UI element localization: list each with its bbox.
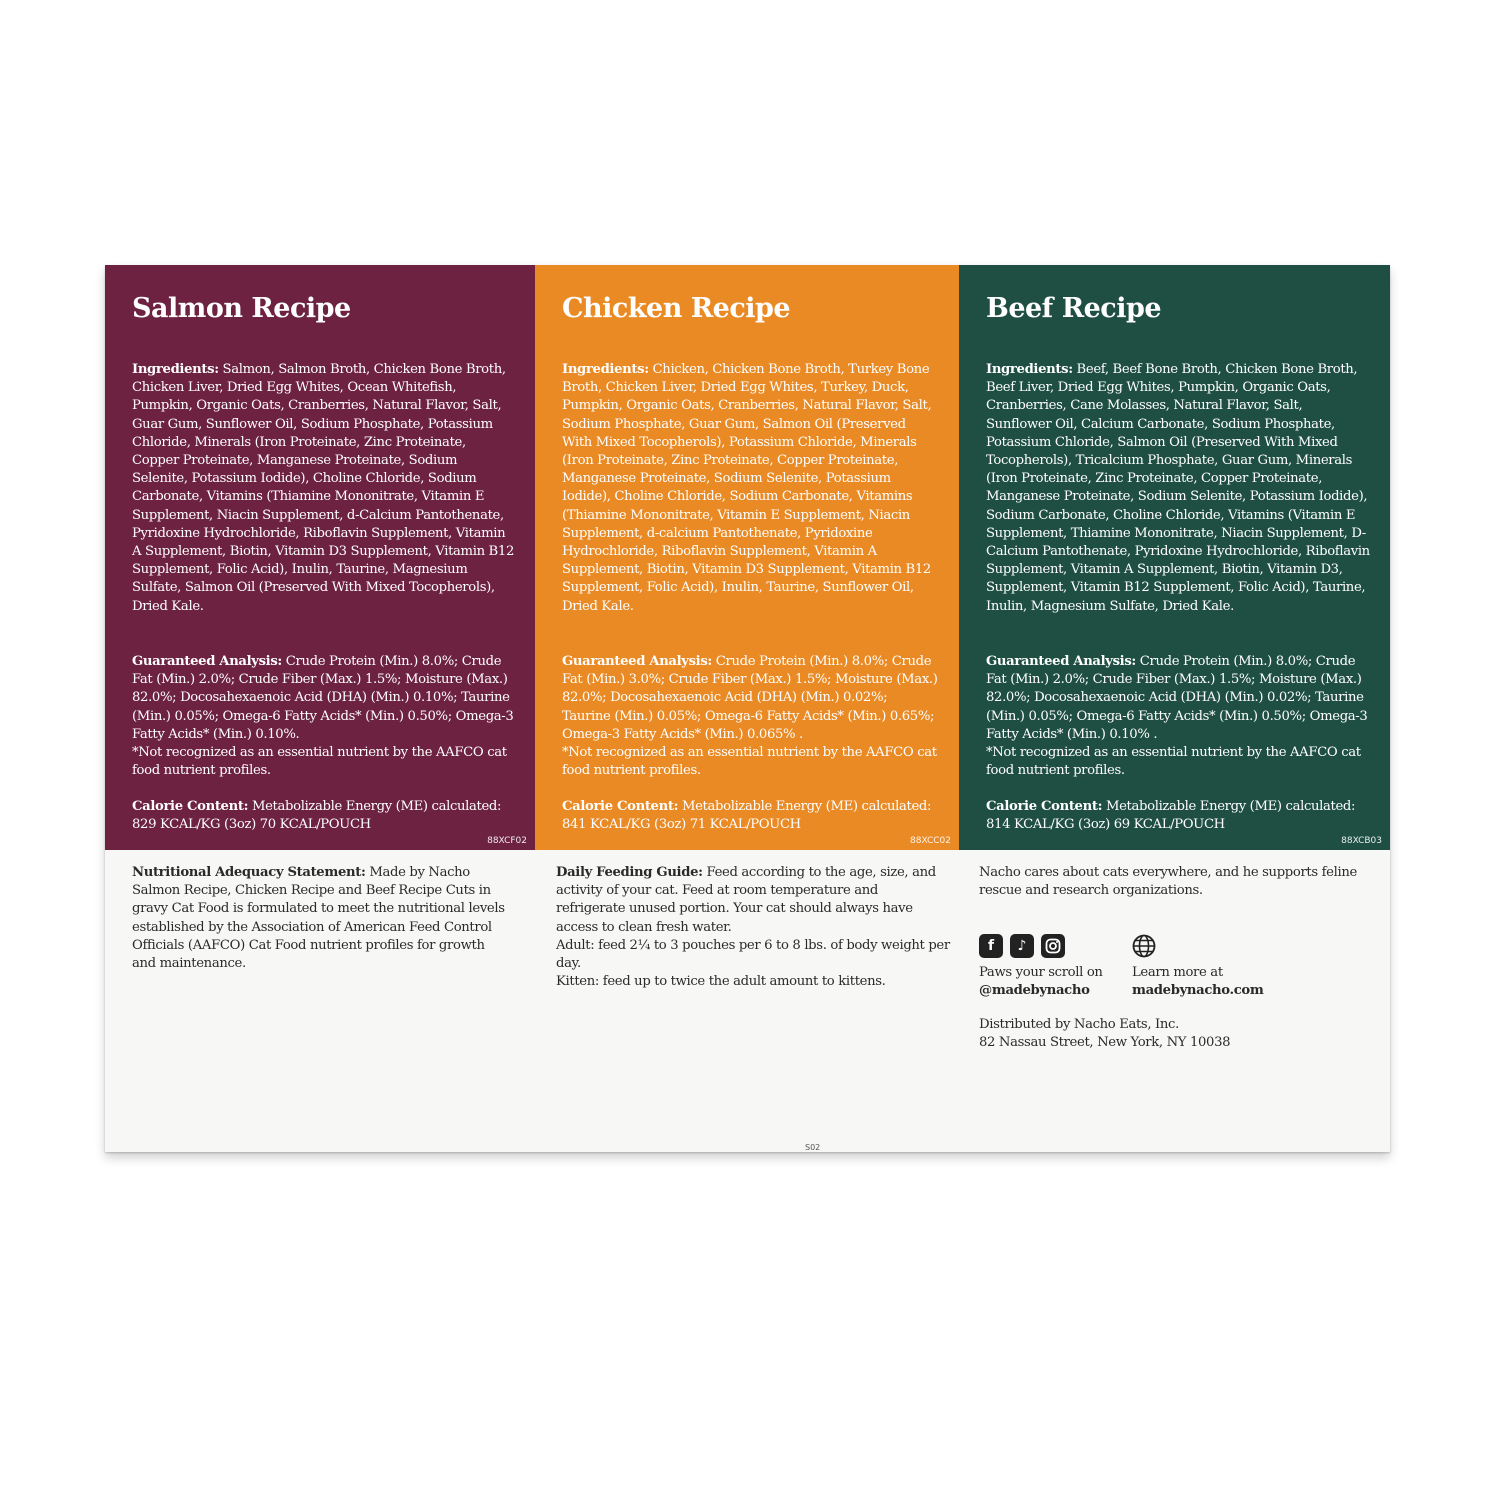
salmon-title: Salmon Recipe xyxy=(132,293,351,324)
footnote: *Not recognized as an essential nutrient by the AAFCO cat food nutrient profiles. xyxy=(562,745,937,779)
chicken-panel xyxy=(535,265,959,850)
beef-analysis xyxy=(986,653,1370,780)
beef-code: 88XCB03 xyxy=(1341,836,1382,846)
instagram-icon[interactable] xyxy=(1041,934,1065,958)
adequacy-statement xyxy=(132,864,512,973)
package-back xyxy=(105,265,1390,1152)
web-label xyxy=(1132,964,1263,1000)
brand-section xyxy=(979,850,1374,1152)
beef-panel xyxy=(959,265,1390,850)
ingredients-label: Ingredients: xyxy=(132,362,219,377)
calorie-text: Metabolizable Energy (ME) calculated: 814 KCAL/KG (3oz) 69 KCAL/POUCH xyxy=(986,799,1356,833)
feeding-guide xyxy=(556,864,951,991)
adequacy-section xyxy=(132,850,512,1152)
salmon-code: 88XCF02 xyxy=(487,836,527,846)
beef-ingredients xyxy=(986,361,1370,616)
web-text: Learn more at xyxy=(1132,965,1223,980)
ingredients-label: Ingredients: xyxy=(986,362,1073,377)
analysis-label: Guaranteed Analysis: xyxy=(132,654,282,669)
adequacy-label: Nutritional Adequacy Statement: xyxy=(132,865,366,880)
analysis-label: Guaranteed Analysis: xyxy=(562,654,712,669)
facebook-icon[interactable]: f xyxy=(979,934,1003,958)
chicken-code: 88XCC02 xyxy=(910,836,951,846)
chicken-title: Chicken Recipe xyxy=(562,293,791,324)
calorie-text: Metabolizable Energy (ME) calculated: 841 KCAL/KG (3oz) 71 KCAL/POUCH xyxy=(562,799,932,833)
calorie-label: Calorie Content: xyxy=(986,799,1103,814)
social-text: Paws your scroll on xyxy=(979,965,1103,980)
brand-cares: Nacho cares about cats everywhere, and he supports feline rescue and research organizations. xyxy=(979,865,1357,899)
salmon-analysis xyxy=(132,653,515,780)
adequacy-text: Made by Nacho Salmon Recipe, Chicken Recipe and Beef Recipe Cuts in gravy Cat Food is formulated to meet the nutritional levels established by the Association of American Feed Control Officials (AAFCO) Cat Food nutrient profiles for growth and maintenance. xyxy=(132,865,505,972)
analysis-label: Guaranteed Analysis: xyxy=(986,654,1136,669)
calorie-text: Metabolizable Energy (ME) calculated: 829 KCAL/KG (3oz) 70 KCAL/POUCH xyxy=(132,799,502,833)
footnote: *Not recognized as an essential nutrient by the AAFCO cat food nutrient profiles. xyxy=(986,745,1361,779)
web-url[interactable]: madebynacho.com xyxy=(1132,983,1264,999)
social-handle[interactable]: @madebynacho xyxy=(979,983,1090,999)
web-icon-row xyxy=(1132,934,1156,958)
globe-icon[interactable] xyxy=(1132,934,1156,958)
ingredients-label: Ingredients: xyxy=(562,362,649,377)
box-code: S02 xyxy=(805,1143,821,1152)
feeding-kitten: Kitten: feed up to twice the adult amount to kittens. xyxy=(556,974,886,990)
ingredients-text: Salmon, Salmon Broth, Chicken Bone Broth, Chicken Liver, Dried Egg Whites, Ocean Whitefish, Pumpkin, Organic Oats, Cranberries, Natural Flavor, Salt, Guar Gum, Sunflower Oil, Sodium Phosphate, Potassium Chloride, Minerals (Iron Proteinate, Zinc Proteinate, Copper Proteinate, Manganese Proteinate, Sodium Selenite, Potassium Iodide), Choline Chloride, Sodium Carbonate, Vitamins (Thiamine Mononitrate, Vitamin E Supplement, Niacin Supplement, d-Calcium Pantothenate, Pyridoxine Hydrochloride, Riboflavin Supplement, Vitamin A Supplement, Biotin, Vitamin D3 Supplement, Vitamin B12 Supplement, Folic Acid), Inulin, Taurine, Magnesium Sulfate, Salmon Oil (Preserved With Mixed Tocopherols), Dried Kale. xyxy=(132,362,514,614)
calorie-label: Calorie Content: xyxy=(562,799,679,814)
salmon-calorie xyxy=(132,798,515,834)
chicken-calorie xyxy=(562,798,939,834)
tiktok-icon[interactable]: ♪ xyxy=(1010,934,1034,958)
distributor: Distributed by Nacho Eats, Inc. xyxy=(979,1017,1179,1032)
feeding-section xyxy=(556,850,951,1152)
social-label xyxy=(979,964,1103,1000)
salmon-ingredients xyxy=(132,361,515,616)
beef-title: Beef Recipe xyxy=(986,293,1162,324)
salmon-panel xyxy=(105,265,535,850)
address: 82 Nassau Street, New York, NY 10038 xyxy=(979,1035,1231,1051)
analysis-text: Crude Protein (Min.) 8.0%; Crude Fat (Min.) 2.0%; Crude Fiber (Max.) 1.5%; Moisture (Max.) 82.0%; Docosahexaenoic Acid (DHA) (Min.) 0.10%; Taurine (Min.) 0.05%; Omega-6 Fatty Acids* (Min.) 0.50%; Omega-3 Fatty Acids* (Min.) 0.10%. xyxy=(132,654,514,742)
analysis-text: Crude Protein (Min.) 8.0%; Crude Fat (Min.) 2.0%; Crude Fiber (Max.) 1.5%; Moisture (Max.) 82.0%; Docosahexaenoic Acid (DHA) (Min.) 0.02%; Taurine (Min.) 0.05%; Omega-6 Fatty Acids* (Min.) 0.50%; Omega-3 Fatty Acids* (Min.) 0.10% . xyxy=(986,654,1368,742)
ingredients-text: Beef, Beef Bone Broth, Chicken Bone Broth, Beef Liver, Dried Egg Whites, Pumpkin, Organic Oats, Cranberries, Cane Molasses, Natural Flavor, Salt, Sunflower Oil, Calcium Carbonate, Sodium Phosphate, Potassium Chloride, Salmon Oil (Preserved With Mixed Tocopherols), Tricalcium Phosphate, Guar Gum, Minerals (Iron Proteinate, Zinc Proteinate, Copper Proteinate, Manganese Proteinate, Sodium Selenite, Potassium Iodide), Sodium Carbonate, Choline Chloride, Vitamins (Vitamin E Supplement, Thiamine Mononitrate, Niacin Supplement, D- Calcium Pantothenate, Pyridoxine Hydrochloride, Riboflavin Supplement, Vitamin A Supplement, Biotin, Vitamin D3, Supplement, Vitamin B12 Supplement, Folic Acid), Taurine, Inulin, Magnesium Sulfate, Dried Kale. xyxy=(986,362,1370,614)
feeding-adult: Adult: feed 2¼ to 3 pouches per 6 to 8 lbs. of body weight per day. xyxy=(556,937,950,972)
calorie-label: Calorie Content: xyxy=(132,799,249,814)
feeding-label: Daily Feeding Guide: xyxy=(556,865,703,880)
social-icons xyxy=(979,934,1065,958)
distributor-block xyxy=(979,1016,1230,1052)
analysis-text: Crude Protein (Min.) 8.0%; Crude Fat (Min.) 3.0%; Crude Fiber (Max.) 1.5%; Moisture (Max.) 82.0%; Docosahexaenoic Acid (DHA) (Min.) 0.02%; Taurine (Min.) 0.05%; Omega-6 Fatty Acids* (Min.) 0.65%; Omega-3 Fatty Acids* (Min.) 0.065% . xyxy=(562,654,938,742)
ingredients-text: Chicken, Chicken Bone Broth, Turkey Bone Broth, Chicken Liver, Dried Egg Whites, Turkey, Duck, Pumpkin, Organic Oats, Cranberries, Natural Flavor, Salt, Sodium Phosphate, Guar Gum, Salmon Oil (Preserved With Mixed Tocopherols), Potassium Chloride, Minerals (Iron Proteinate, Zinc Proteinate, Copper Proteinate, Manganese Proteinate, Sodium Selenite, Potassium Iodide), Choline Chloride, Sodium Carbonate, Vitamins (Thiamine Mononitrate, Vitamin E Supplement, Niacin Supplement, d-calcium Pantothenate, Pyridoxine Hydrochloride, Riboflavin Supplement, Vitamin A Supplement, Biotin, Vitamin D3 Supplement, Vitamin B12 Supplement, Folic Acid), Inulin, Taurine, Sunflower Oil, Dried Kale. xyxy=(562,362,932,614)
chicken-analysis xyxy=(562,653,939,780)
chicken-ingredients xyxy=(562,361,939,616)
footnote: *Not recognized as an essential nutrient by the AAFCO cat food nutrient profiles. xyxy=(132,745,507,779)
beef-calorie xyxy=(986,798,1370,834)
feeding-text: Feed according to the age, size, and activity of your cat. Feed at room temperature and refrigerate unused portion. Your cat should always have access to clean fresh water. xyxy=(556,865,936,935)
